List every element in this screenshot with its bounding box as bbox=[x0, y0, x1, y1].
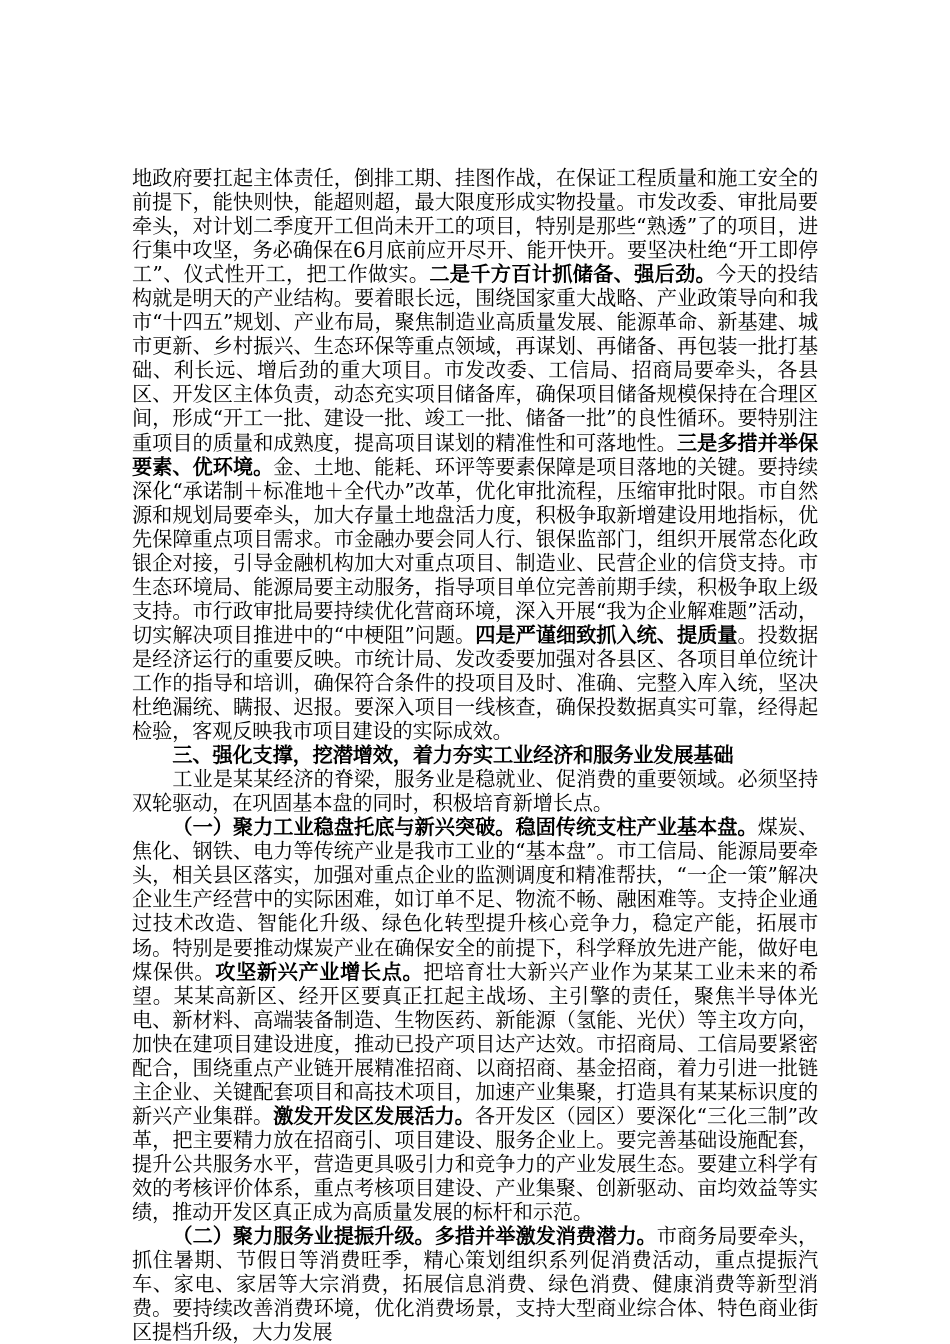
bold-emerging-industry: 攻坚新兴产业增长点。 bbox=[215, 959, 424, 984]
paragraph-investment-measures bbox=[132, 166, 818, 743]
paragraph-industry bbox=[132, 815, 818, 1224]
body-text: 。投数据是经济运行的重要反映。市统计局、发改委要加强对各县区、各项目单位统计工作的指导和培训，确保符合条件的投项目及时、准确、完整入库入统，坚决杜绝漏统、瞒报、迟报。要深入项目一线核查，确保投数据真实可靠，经得起检验，客观反映我市项目建设的实际成效。 bbox=[132, 622, 818, 744]
bold-point-3: 三是多措并举保要素、优环境。 bbox=[132, 430, 818, 479]
subheading-industry: （一）聚力工业稳盘托底与新兴突破。稳固传统支柱产业基本盘。 bbox=[172, 815, 758, 840]
subheading-services: （二）聚力服务业提振升级。多措并举激发消费潜力。 bbox=[172, 1224, 657, 1249]
document-page bbox=[132, 166, 818, 1344]
paragraph-intro: 工业是某某经济的脊梁，服务业是稳就业、促消费的重要领域。必须坚持双轮驱动，在巩固基本盘的同时，积极培育新增长点。 bbox=[132, 767, 818, 816]
bold-point-2: 二是千方百计抓储备、强后劲。 bbox=[429, 262, 717, 287]
body-text: 今天的投结构就是明天的产业结构。要着眼长远，围绕国家重大战略、产业政策导向和我市“十四五”规划、产业布局，聚焦制造业高质量发展、能源革命、新基建、城市更新、乡村振兴、生态环保等重点领域，再谋划、再储备、再包装一批打基础、利长远、增后劲的重大项目。市发改委、工信局、招商局要牵头，各县区、开发区主体负责，动态充实项目储备库，确保项目储备规模保持在合理区间，形成“开工一批、建设一批、竣工一批、储备一批”的良性循环。要特别注重项目的质量和成熟度，提高项目谋划的精准性和可落地性。 bbox=[132, 262, 819, 455]
body-text: 金、土地、能耗、环评等要素保障是项目落地的关键。要持续深化“承诺制＋标准地＋全代办”改革，优化审批流程，压缩审批时限。市自然源和规划局要牵头，加大存量土地盘活力度，积极争取新增建设用地指标，优先保障重点项目需求。市金融办要会同人行、银保监部门，组织开展常态化政银企对接，引导金融机构加大对重点项目、制造业、民营企业的信贷支持。市生态环境局、能源局要主动服务，指导项目单位完善前期手续，积极争取上级支持。市行政审批局要持续优化营商环境，深入开展“我为企业解难题”活动，切实解决项目推进中的“中梗阻”问题。 bbox=[132, 454, 818, 647]
bold-point-4: 四是严谨细致抓入统、提质量 bbox=[475, 622, 738, 647]
paragraph-services bbox=[132, 1224, 818, 1344]
body-text: 把培育壮大新兴产业作为某某工业未来的希望。某某高新区、经开区要真正扛起主战场、主引擎的责任，聚焦半导体光电、新材料、高端装备制造、生物医药、新能源（氢能、光伏）等主攻方向，加快在建项目建设进度，推动已投产项目达产达效。市招商局、工信局要紧密配合，围绕重点产业链开展精准招商、以商招商、基金招商，着力引进一批链主企业、关键配套项目和高技术项目，加速产业集聚，打造具有某某标识度的新兴产业集群。 bbox=[132, 959, 818, 1128]
bold-development-zone: 激发开发区发展活力。 bbox=[273, 1103, 475, 1128]
body-text: 各开发区（园区）要深化“三化三制”改革，把主要精力放在招商引、项目建设、服务企业上。要完善基础设施配套，提升公共服务水平，营造更具吸引力和竞争力的产业发展生态。要建立科学有效的考核评价体系，重点考核项目建设、产业集聚、创新驱动、亩均效益等实绩，推动开发区真正成为高质量发展的标杆和示范。 bbox=[132, 1103, 818, 1225]
body-text: 地政府要扛起主体责任，倒排工期、挂图作战，在保证工程质量和施工安全的前提下，能快则快，能超则超，最大限度形成实物投量。市发改委、审批局要牵头，对计划二季度开工但尚未开工的项目，特别是那些“熟透”了的项目，进行集中攻坚，务必确保在6月底前应开尽开、能开快开。要坚决杜绝“开工即停工”、仪式性开工，把工作做实。 bbox=[132, 166, 818, 287]
body-text: 煤炭、焦化、钢铁、电力等传统产业是我市工业的“基本盘”。市工信局、能源局要牵头，相关县区落实，加强对重点企业的监测调度和精准帮扶，“一企一策”解决企业生产经营中的实际困难，如订单不足、物流不畅、融困难等。支持企业通过技术改造、智能化升级、绿色化转型提升核心竞争力，稳定产能，拓展市场。特别是要推动煤炭产业在确保安全的前提下，科学释放先进产能，做好电煤保供。 bbox=[132, 815, 818, 984]
body-text: 市商务局要牵头，抓住暑期、节假日等消费旺季，精心策划组织系列促消费活动，重点提振汽车、家电、家居等大宗消费，拓展信息消费、绿色消费、健康消费等新型消费。要持续改善消费环境，优化消费场景，支持大型商业综合体、特色商业街区提档升级，大力发展 bbox=[132, 1224, 818, 1344]
section-heading-3: 三、强化支撑，挖潜增效，着力夯实工业经济和服务业发展基础 bbox=[172, 743, 734, 768]
